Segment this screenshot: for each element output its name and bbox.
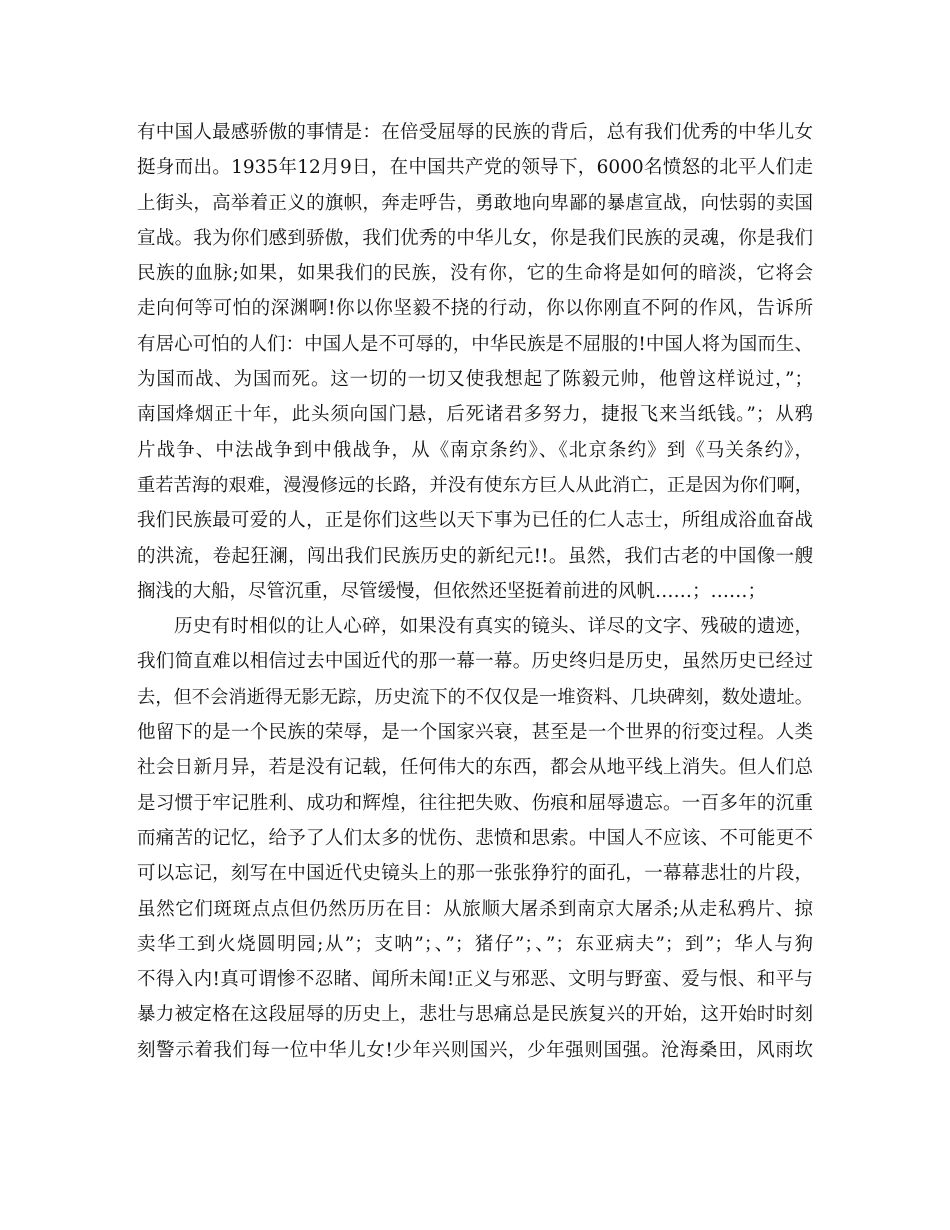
text-line-9: 南国烽烟正十年，此头须向国门悬，后死诸君多努力，捷报飞来当纸钱。”；从鸦 [137,404,813,426]
text-line-26: 暴力被定格在这段屈辱的历史上，悲壮与思痛总是民族复兴的开始，这开始时时刻 [137,1004,813,1026]
body-text [137,115,813,1068]
text-line-10: 片战争、中法战争到中俄战争，从《南京条约》、《北京条约》到《马关条约》， [137,439,813,461]
text-line-14: 搁浅的大船，尽管沉重，尽管缓慢，但依然还坚挺着前进的风帆……；……； [137,580,767,602]
text-line-1: 有中国人最感骄傲的事情是：在倍受屈辱的民族的背后，总有我们优秀的中华儿女 [137,122,813,143]
text-line-17: 去，但不会消逝得无影无踪，历史流下的不仅仅是一堆资料、几块碑刻，数处遗址。 [137,686,813,708]
text-line-13: 的洪流，卷起狂澜，闯出我们民族历史的新纪元!!。虽然，我们古老的中国像一艘 [137,545,813,567]
text-line-12: 我们民族最可爱的人，正是你们这些以天下事为已任的仁人志士，所组成浴血奋战 [137,510,813,532]
text-line-21: 而痛苦的记忆，给予了人们太多的忧伤、悲愤和思索。中国人不应该、不可能更不 [137,827,813,849]
text-line-24: 卖华工到火烧圆明园;从”；支呐”；、”；猪仔”；、”；东亚病夫”；到”；华人与狗 [137,933,813,955]
text-line-25: 不得入内!真可谓惨不忍睹、闻所未闻!正义与邪恶、文明与野蛮、爱与恨、和平与 [137,969,813,991]
paragraph-2-first-line: 历史有时相似的让人心碎，如果没有真实的镜头、详尽的文字、残破的遗迹， [174,616,813,638]
text-line-3: 上街头，高举着正义的旗帜，奔走呼告，勇敢地向卑鄙的暴虐宣战，向怯弱的卖国 [137,192,813,214]
text-line-27: 刻警示着我们每一位中华儿女!少年兴则国兴，少年强则国强。沧海桑田，风雨坎 [137,1039,813,1061]
text-line-11: 重若苦海的艰难，漫漫修远的长路，并没有使东方巨人从此消亡，正是因为你们啊， [137,474,813,496]
text-line-5: 民族的血脉;如果，如果我们的民族，没有你，它的生命将是如何的暗淡，它将会 [137,263,813,285]
text-line-4: 宣战。我为你们感到骄傲，我们优秀的中华儿女，你是我们民族的灵魂，你是我们 [137,227,813,249]
text-line-7: 有居心可怕的人们：中国人是不可辱的，中华民族是不屈服的!中国人将为国而生、 [137,333,813,355]
text-line-23: 虽然它们斑斑点点但仍然历历在目：从旅顺大屠杀到南京大屠杀;从走私鸦片、掠 [137,898,813,920]
text-line-18: 他留下的是一个民族的荣辱，是一个国家兴衰，甚至是一个世界的衍变过程。人类 [137,722,813,744]
text-line-19: 社会日新月异，若是没有记载，任何伟大的东西，都会从地平线上消失。但人们总 [137,757,813,779]
text-line-22: 可以忘记，刻写在中国近代史镜头上的那一张张狰狞的面孔，一幕幕悲壮的片段， [137,863,813,885]
text-line-8: 为国而战、为国而死。这一切的一切又使我想起了陈毅元帅，他曾这样说过，”； [137,369,813,391]
text-line-2: 挺身而出。1935年12月9日，在中国共产党的领导下，6000名愤怒的北平人们走 [137,157,813,179]
text-line-16: 我们简直难以相信过去中国近代的那一幕一幕。历史终归是历史，虽然历史已经过 [137,651,813,673]
text-line-20: 是习惯于牢记胜利、成功和辉煌，往往把失败、伤痕和屈辱遗忘。一百多年的沉重 [137,792,813,814]
text-line-6: 走向何等可怕的深渊啊!你以你坚毅不挠的行动，你以你刚直不阿的作风，告诉所 [137,298,813,320]
